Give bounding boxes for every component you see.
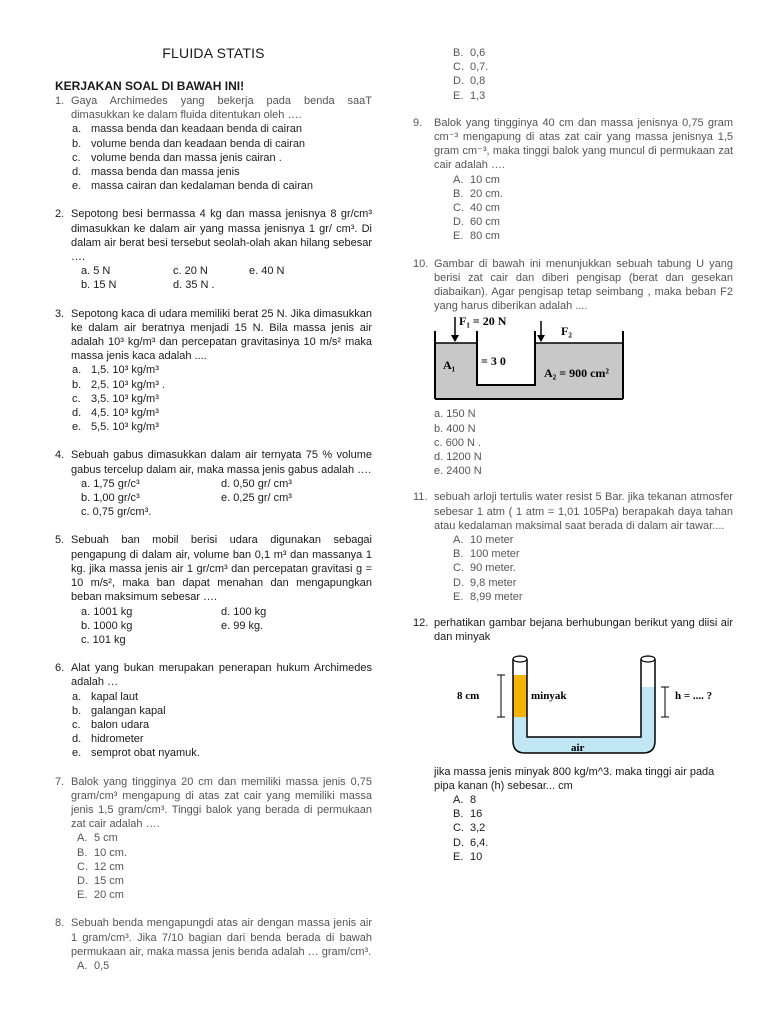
option-a: a. 1,75 gr/c³: [81, 477, 140, 490]
option-c: C. 12 cm: [77, 860, 124, 873]
question-12-prompt: jika massa jenis minyak 800 kg/m^3. maka tinggi air pada pipa kanan (h) sebesar... cm: [434, 765, 715, 792]
option-b: B. 0,6: [453, 47, 486, 59]
option-c: c. 3,5. 10³ kg/m³: [72, 392, 159, 405]
option-b: b. galangan kapal: [72, 704, 166, 717]
option-a: a. 1,5. 10³ kg/m³: [72, 364, 159, 377]
option-c: C. 40 cm: [453, 202, 500, 215]
hydraulic-press-figure: [433, 313, 633, 405]
option-a: A. 10 meter: [453, 534, 514, 547]
question-stem: perhatikan gambar bejana berhubungan berikut yang diisi air dan minyak: [434, 617, 733, 644]
option-d: d. 100 kg: [221, 605, 267, 618]
options-grid: [81, 477, 372, 520]
area-1-value: = 3 0: [481, 354, 506, 369]
option-c: c. 101 kg: [81, 633, 126, 646]
option-e: e. 99 kg.: [221, 619, 264, 632]
right-column: [413, 0, 733, 864]
option-d: d. 4,5. 10³ kg/m³: [72, 407, 159, 420]
option-b: b. 15 N: [81, 279, 117, 292]
oil-height-label: 8 cm: [457, 689, 480, 702]
instructions-heading: KERJAKAN SOAL DI BAWAH INI!: [55, 79, 245, 93]
question-4: [55, 448, 372, 476]
question-number: 12.: [413, 617, 429, 630]
question-6: [55, 661, 372, 689]
option-a: a. massa benda dan keadaan benda di cairan: [72, 123, 302, 136]
option-e: e. 5,5. 10³ kg/m³: [72, 421, 159, 434]
option-d: d. 0,50 gr/ cm³: [221, 477, 292, 490]
force-1-label: F₁ = 20 N: [459, 314, 507, 329]
options-grid: [81, 264, 372, 292]
option-d: D. 9,8 meter: [453, 576, 517, 589]
option-a: A. 0,5: [77, 959, 110, 972]
oil-label: minyak: [531, 689, 567, 702]
option-e: E. 20 cm: [77, 889, 124, 902]
question-3: [55, 307, 372, 364]
option-a: A. 5 cm: [77, 832, 118, 845]
question-stem: Balok yang tingginya 20 cm dan memiliki massa jenis 0,75 gram/cm³ mengapung di atas zat cair yang memiliki massa jenis 1,5 gram/cm³. Tinggi balok yang berada di permukaan zat cair adalah ….: [71, 775, 372, 831]
question-number: 8.: [55, 917, 65, 930]
question-stem: Sepotong besi bermassa 4 kg dan massa jenisnya 8 gr/cm³ dimasukkan ke dalam air yang massa jenisnya 1 gr/ cm³. Di dalam air berat besi tersebut seolah-olah akan hilang sebesar ….: [71, 208, 372, 264]
option-c: c. volume benda dan massa jenis cairan .: [72, 151, 282, 164]
option-b: b. volume benda dan keadaan benda di cairan: [72, 137, 306, 150]
question-stem: Gaya Archimedes yang bekerja pada benda saaT dimasukkan ke dalam fluida ditentukan oleh ….: [71, 95, 372, 122]
option-d: D. 15 cm: [77, 874, 124, 887]
option-b: B. 10 cm.: [77, 846, 128, 859]
option-d: d. 35 N .: [173, 279, 215, 292]
option-e: e. 40 N: [249, 265, 285, 278]
question-stem: Sebuah ban mobil berisi udara digunakan sebagai pengapung di dalam air, volume ban 0,1 m³ dan massanya 1 kg. jika massa jenis air 1 gr/cm³ dan percepatan gravitasi g = 10 m/s², maka ban dapat menahan dan mengapungkan beban maksimum sebesar ….: [71, 534, 372, 604]
question-2: [55, 207, 372, 264]
question-number: 10.: [413, 257, 429, 270]
question-number: 3.: [55, 307, 65, 320]
force-2-label: F₂: [561, 324, 572, 339]
question-stem: sebuah arloji tertulis water resist 5 Bar. jika tekanan atmosfer sebesar 1 atm ( 1 atm = 1,01 105Pa) berapakah daya tahan atau kedalaman maksimal saat berada di dalam air tawar....: [434, 491, 733, 532]
question-number: 4.: [55, 449, 65, 462]
options-grid: [81, 605, 372, 648]
option-b: B. 100 meter: [453, 548, 520, 561]
option-d: D. 60 cm: [453, 216, 500, 229]
question-1: [55, 94, 372, 122]
question-12: [413, 616, 733, 644]
option-e: E. 80 cm: [453, 230, 500, 243]
option-c: C. 0,7.: [453, 61, 489, 74]
question-number: 6.: [55, 662, 65, 675]
option-b: B. 20 cm.: [453, 187, 504, 200]
question-number: 11.: [413, 491, 428, 504]
option-e: e. semprot obat nyamuk.: [72, 747, 200, 760]
area-1-label: A₁: [443, 358, 456, 373]
option-a: a. kapal laut: [72, 690, 139, 703]
option-a: A. 10 cm: [453, 173, 500, 186]
option-d: d. massa benda dan massa jenis: [72, 166, 240, 179]
option-c: c. 0,75 gr/cm³.: [81, 506, 152, 519]
option-e: e. massa cairan dan kedalaman benda di cairan: [72, 180, 313, 193]
oil-fill: [513, 675, 527, 717]
option-a: a. 150 N: [434, 408, 476, 421]
question-number: 2.: [55, 208, 65, 221]
option-b: b. 1000 kg: [81, 619, 133, 632]
question-stem: Sebuah gabus dimasukkan dalam air ternyata 75 % volume gabus tercelup dalam air, maka massa jenis gabus adalah ….: [71, 449, 372, 476]
connected-vessels-figure: [457, 651, 757, 763]
option-c: c. 600 N .: [434, 436, 482, 449]
option-d: D. 6,4.: [453, 836, 489, 849]
option-e: e. 0,25 gr/ cm³: [221, 492, 292, 505]
option-c: c. balon udara: [72, 718, 150, 731]
option-a: a. 5 N: [81, 265, 111, 278]
question-number: 1.: [55, 95, 65, 107]
option-d: d. hidrometer: [72, 733, 144, 746]
option-d: d. 1200 N: [434, 451, 482, 464]
question-7: [55, 775, 372, 832]
question-number: 7.: [55, 775, 65, 788]
question-5: [55, 533, 372, 604]
question-stem: Sebuah benda mengapungdi atas air dengan massa jenis air 1 gram/cm³. Jika 7/10 bagian dari benda berada di bawah permukaan air, maka massa jenis benda adalah … gram/cm³.: [71, 917, 372, 958]
option-a: A. 8: [453, 793, 477, 806]
question-10: [413, 257, 733, 314]
left-column: [55, 0, 372, 973]
option-b: b. 400 N: [434, 422, 476, 435]
option-e: E. 1,3: [453, 89, 486, 102]
question-number: 5.: [55, 534, 65, 547]
question-stem: Sepotong kaca di udara memiliki berat 25 N. Jika dimasukkan ke dalam air beratnya menjadi 15 N. Bila massa jenis air adalah 10³ kg/m³ dan percepatan gravitasinya 10 m/s² maka massa jenis kaca adalah ....: [71, 307, 372, 363]
option-c: C. 3,2: [453, 822, 486, 835]
question-11: [413, 490, 733, 533]
water-label: air: [571, 741, 585, 754]
option-d: D. 0,8: [453, 75, 486, 88]
option-c: c. 20 N: [173, 265, 208, 278]
question-stem: Balok yang tingginya 40 cm dan massa jenisnya 0,75 gram cm⁻³ mengapung di atas zat cair yang massa jenisnya 1,5 gram cm⁻³, maka tinggi balok yang muncul di permukaan zat cair adalah ….: [434, 116, 733, 172]
option-c: C. 90 meter.: [453, 562, 516, 575]
question-number: 9.: [413, 116, 423, 129]
option-e: E. 8,99 meter: [453, 590, 523, 603]
question-8-continued: [431, 46, 733, 103]
area-2-label: A₂ = 900 cm²: [544, 366, 610, 381]
option-b: b. 1,00 gr/c³: [81, 492, 140, 505]
option-e: e. 2400 N: [434, 465, 482, 478]
h-label: h = .... ?: [675, 689, 713, 702]
option-b: B. 16: [453, 808, 483, 821]
option-b: b. 2,5. 10³ kg/m³ .: [72, 378, 165, 391]
question-8: [55, 916, 372, 959]
option-a: a. 1001 kg: [81, 605, 133, 618]
question-stem: Gambar di bawah ini menunjukkan sebuah tabung U yang berisi zat cair dan diberi pengisap (berat dan gesekan diabaikan). Agar pengisap tetap seimbang , maka beban F2 yang harus diberikan adalah ....: [434, 257, 733, 313]
question-9: [413, 116, 733, 173]
page-title: FLUIDA STATIS: [162, 45, 265, 61]
option-e: E. 10: [453, 850, 483, 863]
question-stem: Alat yang bukan merupakan penerapan hukum Archimedes adalah …: [71, 662, 372, 689]
